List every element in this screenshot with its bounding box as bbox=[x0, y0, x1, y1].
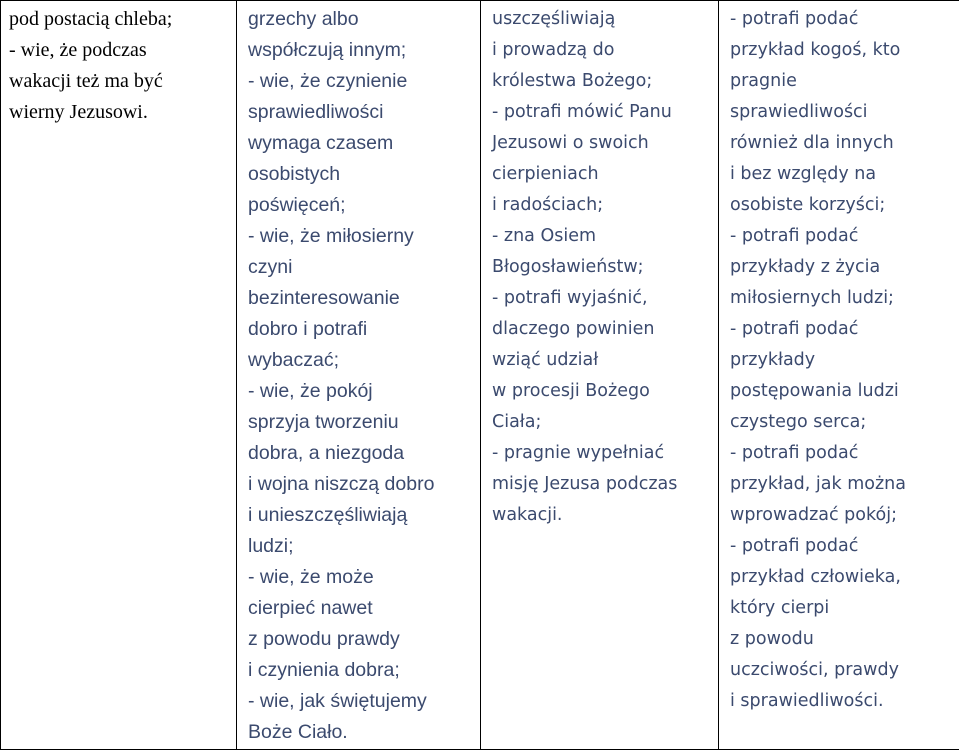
text-line: przykład kogoś, kto bbox=[730, 40, 901, 60]
text-line: wybaczać; bbox=[248, 349, 340, 371]
text-line: osobiste korzyści; bbox=[730, 195, 886, 215]
text-line: cierpieniach bbox=[492, 164, 599, 184]
text-line: sprawiedliwości bbox=[730, 102, 868, 122]
text-line: pragnie bbox=[730, 71, 797, 91]
text-line: współczują innym; bbox=[248, 39, 407, 61]
table-cell-column-1 bbox=[1, 1, 237, 750]
text-line: czystego serca; bbox=[730, 412, 867, 432]
text-line: i wojna niszczą dobro bbox=[248, 473, 435, 495]
text-line: i bez względy na bbox=[730, 164, 877, 184]
text-line: - wie, jak świętujemy bbox=[248, 690, 427, 712]
text-line: i czynienia dobra; bbox=[248, 659, 400, 681]
text-line: - potrafi podać bbox=[730, 226, 859, 246]
text-line: przykłady bbox=[730, 350, 816, 370]
table-row bbox=[1, 1, 959, 750]
table-cell-column-3 bbox=[481, 1, 719, 750]
text-line: - wie, że może bbox=[248, 566, 374, 588]
text-line: cierpieć nawet bbox=[248, 597, 373, 619]
text-line: - potrafi wyjaśnić, bbox=[492, 288, 648, 308]
text-line: z powodu bbox=[730, 629, 814, 649]
text-line: i radościach; bbox=[492, 195, 604, 215]
text-line: - potrafi podać bbox=[730, 319, 859, 339]
text-line: - wie, że podczas bbox=[9, 39, 147, 61]
text-line: przykład, jak można bbox=[730, 474, 906, 494]
text-line: - pragnie wypełniać bbox=[492, 443, 665, 463]
table-cell-column-4 bbox=[719, 1, 959, 750]
text-line: wymaga czasem bbox=[248, 132, 394, 154]
text-line: miłosiernych ludzi; bbox=[730, 288, 894, 308]
text-line: osobistych bbox=[248, 163, 341, 185]
text-line: dobra, a niezgoda bbox=[248, 442, 405, 464]
text-line: Błogosławieństw; bbox=[492, 257, 644, 277]
text-line: grzechy albo bbox=[248, 8, 359, 30]
text-line: wziąć udział bbox=[492, 350, 599, 370]
text-line: - potrafi podać bbox=[730, 443, 859, 463]
text-line: - potrafi podać bbox=[730, 536, 859, 556]
text-line: Boże Ciało. bbox=[248, 721, 348, 743]
text-line: z powodu prawdy bbox=[248, 628, 400, 650]
text-line: wakacji. bbox=[492, 505, 563, 525]
text-line: i unieszczęśliwiają bbox=[248, 504, 408, 526]
text-line: wprowadzać pokój; bbox=[730, 505, 897, 525]
text-line: - potrafi mówić Panu bbox=[492, 102, 672, 122]
text-line: i sprawiedliwości. bbox=[730, 691, 884, 711]
text-line: królestwa Bożego; bbox=[492, 71, 653, 91]
table-cell-column-2 bbox=[237, 1, 481, 750]
text-line: - zna Osiem bbox=[492, 226, 597, 246]
text-line: przykład człowieka, bbox=[730, 567, 901, 587]
text-line: - wie, że czynienie bbox=[248, 70, 408, 92]
text-line: czyni bbox=[248, 256, 293, 278]
text-line: - wie, że miłosierny bbox=[248, 225, 414, 247]
text-line: ludzi; bbox=[248, 535, 294, 557]
text-line: poświęceń; bbox=[248, 194, 346, 216]
text-line: który cierpi bbox=[730, 598, 830, 618]
text-line: przykłady z życia bbox=[730, 257, 881, 277]
text-line: uszczęśliwiają bbox=[492, 9, 616, 29]
text-line: również dla innych bbox=[730, 133, 894, 153]
text-line: - wie, że pokój bbox=[248, 380, 373, 402]
text-line: dlaczego powinien bbox=[492, 319, 655, 339]
text-line: - potrafi podać bbox=[730, 9, 859, 29]
text-line: wierny Jezusowi. bbox=[9, 101, 148, 123]
text-line: bezinteresowanie bbox=[248, 287, 400, 309]
text-line: sprawiedliwości bbox=[248, 101, 384, 123]
text-line: postępowania ludzi bbox=[730, 381, 899, 401]
text-line: uczciwości, prawdy bbox=[730, 660, 899, 680]
text-line: Ciała; bbox=[492, 412, 542, 432]
text-line: sprzyja tworzeniu bbox=[248, 411, 399, 433]
text-line: misję Jezusa podczas bbox=[492, 474, 678, 494]
text-line: i prowadzą do bbox=[492, 40, 615, 60]
text-line: dobro i potrafi bbox=[248, 318, 368, 340]
text-line: w procesji Bożego bbox=[492, 381, 650, 401]
text-line: pod postacią chleba; bbox=[9, 8, 173, 30]
text-line: wakacji też ma być bbox=[9, 70, 163, 92]
text-line: Jezusowi o swoich bbox=[492, 133, 649, 153]
